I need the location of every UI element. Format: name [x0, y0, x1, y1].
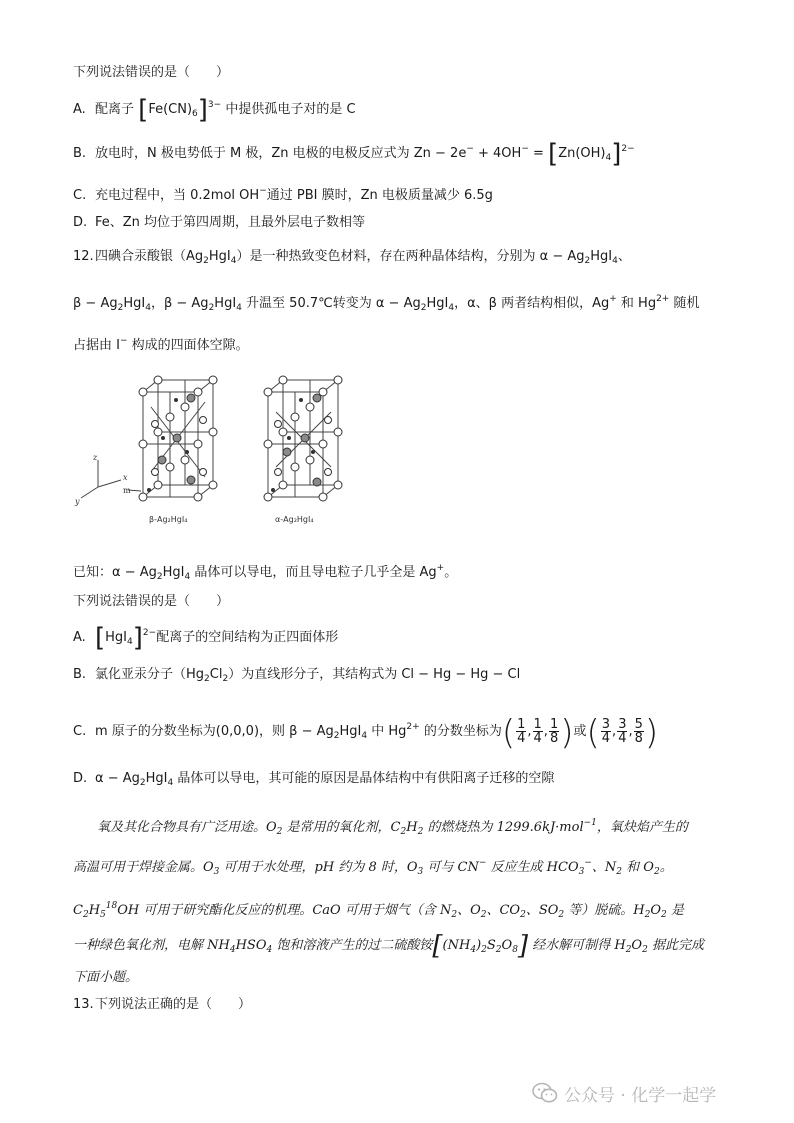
q12-option-a: A. $[HgI_4]^{2-}$配离子的空间结构为正四面体形 — [73, 623, 339, 653]
q12-stem-line3: 占据由 I− 构成的四面体空隙。 — [73, 336, 249, 353]
passage-line5: 下面小题。 — [73, 970, 139, 985]
beta-caption: β-Ag₂HgI₄ — [149, 515, 188, 524]
q12-known: 已知：$\alpha - Ag_2HgI_4$ 晶体可以导电，而且导电粒子几乎全是 Ag+。 — [73, 563, 458, 582]
q12-option-c: C. m 原子的分数坐标为(0,0,0)，则 $\beta - Ag_2HgI_4$ 中 $Hg^{2+}$ 的分数坐标为( $\frac{1}{4}$ , $\frac{1}{4}$ , $\frac{1}{8}$ )或( $\frac{3}{4}$ , $\frac{3}{4}$ , $\frac{5}{8}$ ) — [73, 713, 659, 753]
q12-stem-line2: $\beta - Ag_2HgI_4$，$\beta - Ag_2HgI_4$ 升温至 50.7℃转变为 $\alpha - Ag_2HgI_4$，α、β 两者结构相似，Ag+ 和 $Hg^{2+}$ 随机 — [73, 294, 700, 313]
axis-y-label: y — [75, 497, 80, 506]
passage-line2: 高温可用于焊接金属。$O_3$ 可用于水处理，pH 约为 8 时，$O_3$ 可与 CN− 反应生成 $HCO_3^-$、$N_2$ 和 $O_2$。 — [73, 858, 673, 877]
passage-line1: 氧及其化合物具有广泛用途。$O_2$ 是常用的氧化剂，$C_2H_2$ 的燃烧热为 1299.6kJ·mol$^{-1}$，氧炔焰产生的 — [97, 818, 688, 837]
passage-line4: 一种绿色氧化剂，电解 $NH_4HSO_4$ 饱和溶液产生的过二硫酸铵$[(NH_4)_2S_2O_8]$ 经水解可制得 $H_2O_2$ 据此完成 — [73, 931, 704, 961]
q12-option-b: B. 氯化亚汞分子$(Hg_2Cl_2)$为直线形分子，其结构式为 Cl − Hg − Hg − Cl — [73, 667, 521, 684]
watermark-text: 公众号 · 化学一起学 — [564, 1085, 717, 1106]
axis-z-label: z — [93, 453, 98, 462]
q11-option-a: A. 配离子 $[Fe(CN)_6]^{3-}$ 中提供孤电子对的是 C — [73, 95, 356, 125]
wechat-icon — [532, 1082, 558, 1104]
crystal-structure-figure — [73, 372, 373, 537]
wechat-watermark — [532, 1080, 782, 1106]
q13-prompt: 13.下列说法正确的是（ ） — [73, 997, 252, 1012]
alpha-caption: α-Ag₂HgI₄ — [275, 515, 314, 524]
q11-option-d: D. Fe、Zn 均位于第四周期，且最外层电子数相等 — [73, 215, 366, 230]
coordinate-axes — [81, 460, 141, 498]
atom-m-label: m — [123, 486, 131, 495]
q12-option-d: D. $\alpha - Ag_2HgI_4$ 晶体可以导电，其可能的原因是晶体结构中有供阳离子迁移的空隙 — [73, 771, 555, 788]
q11-option-b: B. 放电时，N 极电势低于 M 极，Zn 电极的电极反应式为 $Zn - 2e^- + 4OH^- = [Zn(OH)_4]^{2-}$ — [73, 139, 635, 169]
q11-prompt: 下列说法错误的是（ ） — [73, 65, 230, 80]
axis-x-label: x — [123, 473, 128, 482]
q12-stem-line1: 12.四碘合汞酸银$(Ag_2HgI_4)$是一种热致变色材料，存在两种晶体结构，分别为 $\alpha - Ag_2HgI_4$、 — [73, 249, 631, 266]
q12-prompt: 下列说法错误的是（ ） — [73, 594, 230, 609]
q11-option-c: C. 充电过程中，当 0.2mol OH−通过 PBI 膜时，Zn 电极质量减少 6.5g — [73, 186, 493, 203]
passage-line3: $C_2H_5^{18}OH$ 可用于研究酯化反应的机理。CaO 可用于烟气（含 $N_2$、$O_2$、$CO_2$、$SO_2$ 等）脱硫。$H_2O_2$ 是 — [73, 901, 684, 920]
